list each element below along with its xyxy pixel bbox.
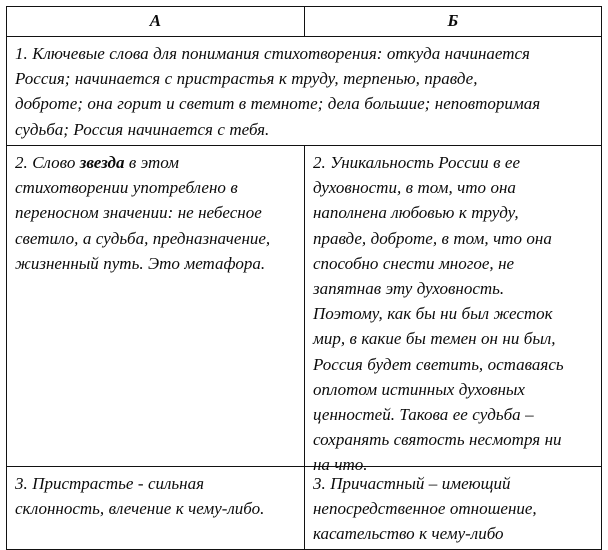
text-line: способно снести многое, не (313, 253, 515, 273)
table-header-row (7, 7, 602, 37)
column-header-b-label: Б (447, 11, 459, 30)
text-line: стихотворении употреблено в (15, 178, 238, 198)
text-line: светило, а судьба, предназначение, (15, 228, 271, 248)
text-line: Россия; начинается с пристрастья к труду, терпенью, правде, (15, 69, 478, 89)
text-line: судьба; Россия начинается с тебя. (15, 119, 270, 139)
text-segment: в этом (124, 153, 179, 172)
cell-row2-col-b (305, 146, 602, 475)
text-line: жизненный путь. Это метафора. (15, 253, 266, 273)
text-line: Россия будет светить, оставаясь (313, 354, 564, 374)
cell-row1-merged (7, 37, 602, 146)
text-line: 3. Причастный – имеющий (313, 474, 511, 493)
text-line: наполнена любовью к труду, (313, 203, 519, 223)
text-segment: 2. Слово (15, 153, 80, 172)
text-line: касательство к чему-либо (313, 524, 504, 544)
text-line: 2. Уникальность России в ее (313, 153, 520, 172)
table-row (7, 146, 602, 467)
cell-row3-col-a-text (7, 467, 304, 549)
text-line: непосредственное отношение, (313, 499, 537, 519)
cell-row1-text (7, 37, 601, 145)
cell-row2-col-a (7, 146, 305, 467)
text-line: доброте; она горит и светит в темноте; дела большие; неповторимая (15, 94, 541, 114)
cell-row2-col-a-text (7, 146, 304, 466)
text-line: духовности, в том, что она (313, 178, 516, 198)
emphasized-word: звезда (79, 153, 125, 172)
text-line: Поэтому, как бы ни был жесток (313, 304, 553, 324)
text-line: ценностей. Такова ее судьба – (313, 405, 534, 425)
text-line: мир, в какие бы темен он ни был, (313, 329, 556, 349)
column-header-a (7, 7, 305, 37)
cell-row3-col-a (7, 467, 305, 550)
cell-row3-col-b-text (305, 467, 601, 549)
text-line: переносном значении: не небесное (15, 203, 262, 223)
cell-row2-col-b-text (305, 146, 601, 475)
text-line: 3. Пристрастье - сильная (15, 474, 204, 493)
cell-row3-col-b (305, 467, 602, 550)
column-header-b (305, 7, 602, 37)
text-line (15, 150, 296, 175)
text-line: 1. Ключевые слова для понимания стихотворения: откуда начинается (15, 44, 530, 63)
comparison-table (6, 6, 602, 550)
text-line: правде, доброте, в том, что она (313, 228, 552, 248)
text-line: на что. (313, 455, 368, 475)
text-line: запятнав эту духовность. (313, 279, 505, 299)
text-line: сохранять святость несмотря ни (313, 430, 562, 450)
text-line: склонность, влечение к чему-либо. (15, 499, 265, 519)
table-row (7, 467, 602, 550)
text-line: оплотом истинных духовных (313, 379, 525, 399)
column-header-a-label: А (149, 11, 162, 30)
table-row (7, 37, 602, 146)
